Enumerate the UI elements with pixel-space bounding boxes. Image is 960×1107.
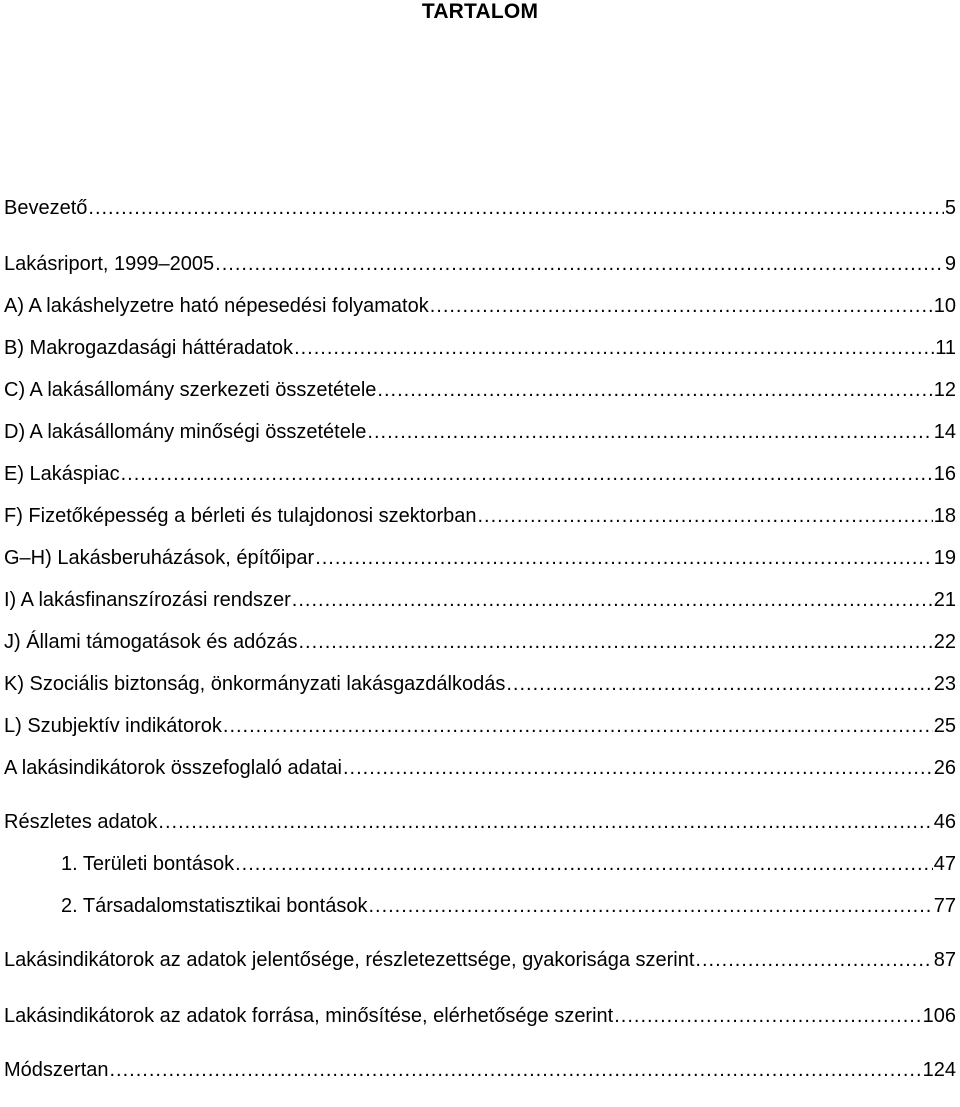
toc-page-number: 77	[933, 895, 956, 917]
toc-entry-label: G–H) Lakásberuházások, építőipar	[4, 547, 315, 569]
dot-leader	[223, 714, 933, 738]
toc-entry-section-gh[interactable]	[4, 546, 956, 570]
toc-entry-tarsadalomstatisztikai[interactable]	[61, 894, 956, 918]
toc-entry-label: 1. Területi bontások	[61, 853, 235, 875]
toc-entry-bevezeto[interactable]	[4, 196, 956, 220]
dot-leader	[121, 462, 933, 486]
dot-leader	[110, 1058, 922, 1082]
toc-page-number: 46	[933, 811, 956, 833]
dot-leader	[158, 810, 932, 834]
toc-page-number: 26	[933, 757, 956, 779]
dot-leader	[315, 546, 933, 570]
toc-entry-label: Bevezető	[4, 197, 88, 219]
toc-entry-section-l[interactable]	[4, 714, 956, 738]
dot-leader	[235, 852, 933, 876]
toc-entry-reszletes-adatok[interactable]	[4, 810, 956, 834]
toc-entry-section-a[interactable]	[4, 294, 956, 318]
toc-entry-label: Lakásindikátorok az adatok forrása, minősítése, elérhetősége szerint	[4, 1005, 614, 1027]
toc-entry-forras[interactable]	[4, 1004, 956, 1028]
dot-leader	[292, 588, 933, 612]
toc-entry-label: L) Szubjektív indikátorok	[4, 715, 222, 737]
toc-entry-label: 2. Társadalomstatisztikai bontások	[61, 895, 368, 917]
toc-entry-label: E) Lakáspiac	[4, 463, 120, 485]
toc-page-number: 11	[935, 337, 956, 359]
toc-entry-section-j[interactable]	[4, 630, 956, 654]
dot-leader	[215, 252, 944, 276]
toc-page-number: 16	[933, 463, 956, 485]
toc-entry-label: J) Állami támogatások és adózás	[4, 631, 298, 653]
toc-entry-label: C) A lakásállomány szerkezeti összetétele	[4, 379, 377, 401]
dot-leader	[88, 196, 943, 220]
toc-page-number: 106	[922, 1005, 956, 1027]
dot-leader	[377, 378, 932, 402]
dot-leader	[614, 1004, 921, 1028]
toc-page-number: 22	[933, 631, 956, 653]
toc-page-number: 124	[922, 1059, 956, 1081]
toc-page-number: 87	[933, 949, 956, 971]
toc-entry-label: Részletes adatok	[4, 811, 158, 833]
toc-entry-label: D) A lakásállomány minőségi összetétele	[4, 421, 367, 443]
toc-page-number: 5	[944, 197, 956, 219]
toc-entry-modszertan[interactable]	[4, 1058, 956, 1082]
toc-entry-section-e[interactable]	[4, 462, 956, 486]
dot-leader	[430, 294, 933, 318]
toc-entry-label: A) A lakáshelyzetre ható népesedési folyamatok	[4, 295, 429, 317]
dot-leader	[294, 336, 934, 360]
toc-page-number: 23	[933, 673, 956, 695]
toc-entry-section-f[interactable]	[4, 504, 956, 528]
toc-entry-section-c[interactable]	[4, 378, 956, 402]
toc-page-number: 10	[933, 295, 956, 317]
toc-entry-label: Módszertan	[4, 1059, 109, 1081]
toc-entry-section-k[interactable]	[4, 672, 956, 696]
toc-page-number: 25	[933, 715, 956, 737]
toc-page-number: 18	[933, 505, 956, 527]
toc-entry-lakasriport[interactable]	[4, 252, 956, 276]
toc-page-number: 12	[933, 379, 956, 401]
dot-leader	[343, 756, 933, 780]
toc-entry-label: Lakásindikátorok az adatok jelentősége, részletezettsége, gyakorisága szerint	[4, 949, 695, 971]
toc-page-number: 47	[933, 853, 956, 875]
toc-page-number: 19	[933, 547, 956, 569]
dot-leader	[368, 894, 932, 918]
dot-leader	[367, 420, 932, 444]
toc-entry-label: F) Fizetőképesség a bérleti és tulajdonosi szektorban	[4, 505, 477, 527]
toc-entry-label: A lakásindikátorok összefoglaló adatai	[4, 757, 342, 779]
toc-entry-section-i[interactable]	[4, 588, 956, 612]
toc-page-number: 14	[933, 421, 956, 443]
toc-page-number: 9	[944, 253, 956, 275]
page-title: TARTALOM	[421, 0, 539, 23]
dot-leader	[506, 672, 932, 696]
toc-page-number: 21	[933, 589, 956, 611]
toc-entry-osszefoglalo[interactable]	[4, 756, 956, 780]
toc-entry-label: Lakásriport, 1999–2005	[4, 253, 215, 275]
dot-leader	[477, 504, 932, 528]
dot-leader	[695, 948, 932, 972]
toc-entry-section-b[interactable]	[4, 336, 956, 360]
toc-entry-teruleti-bontasok[interactable]	[61, 852, 956, 876]
toc-entry-label: I) A lakásfinanszírozási rendszer	[4, 589, 291, 611]
toc-entry-jelentoseg[interactable]	[4, 948, 956, 972]
dot-leader	[298, 630, 932, 654]
toc-entry-label: B) Makrogazdasági háttéradatok	[4, 337, 294, 359]
toc-entry-section-d[interactable]	[4, 420, 956, 444]
toc-entry-label: K) Szociális biztonság, önkormányzati lakásgazdálkodás	[4, 673, 506, 695]
